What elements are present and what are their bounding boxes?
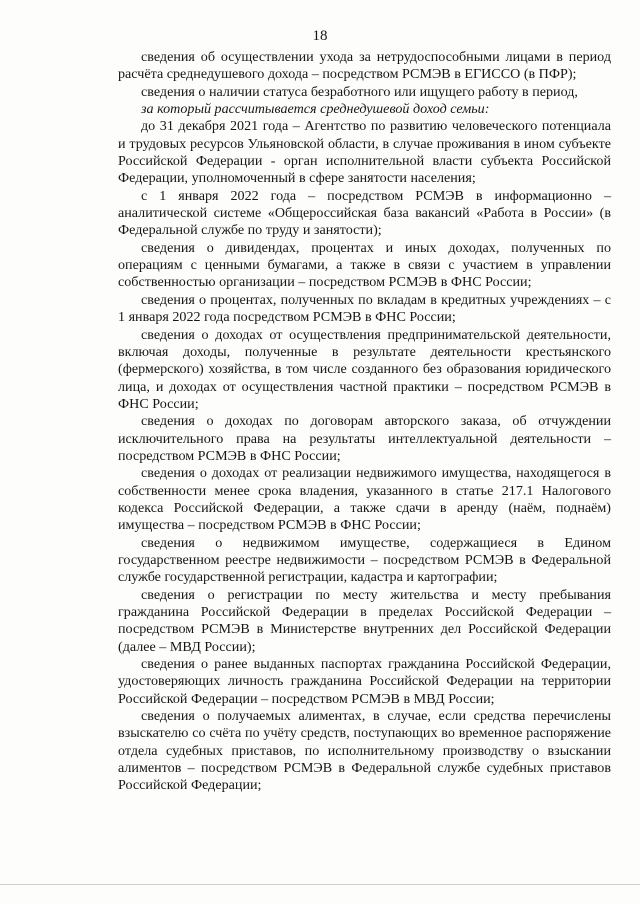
paragraph-until-2021: до 31 декабря 2021 года – Агентство по развитию человеческого потенциала и трудовых ресурсов Ульяновской области, в случае проживания в ином субъекте Российской Федерации - орган исполнительной власти субъекта Российской Федерации, уполномоченный в сфере занятости населения;: [118, 118, 611, 187]
paragraph-residence-registration: сведения о регистрации по месту жительства и месту пребывания гражданина Российской Федерации в пределах Российской Федерации – посредством РСМЭВ в Министерстве внутренних дел Российской Федерации (далее – МВД России);: [118, 586, 611, 655]
paragraph-income-period-note: за который рассчитывается среднедушевой доход семьи:: [141, 101, 490, 118]
paragraph-from-2022: с 1 января 2022 года – посредством РСМЭВ в информационно – аналитической системе «Общероссийская база вакансий «Работа в России» (в Федеральной службе по труду и занятости);: [118, 187, 611, 239]
paragraph-care-info: сведения об осуществлении ухода за нетрудоспособными лицами в период расчёта среднедушевого дохода – посредством РСМЭВ в ЕГИССО (в ПФР);: [118, 49, 611, 83]
paragraph-deposit-interest: сведения о процентах, полученных по вкладам в кредитных учреждениях – с 1 января 2022 года посредством РСМЭВ в ФНС России;: [118, 291, 611, 326]
paragraph-unemployment-status: сведения о наличии статуса безработного или ищущего работу в период,: [141, 83, 578, 100]
paragraph-alimony: сведения о получаемых алиментах, в случае, если средства перечислены взыскателю со счёта по учёту средств, поступающих во временное распоряжение отдела судебных приставов, по исполнительному производству о взыскании алиментов – посредством РСМЭВ в Федеральной службе судебных приставов Российской Федерации;: [118, 708, 611, 794]
document-body: [118, 49, 611, 795]
page-number: 18: [312, 28, 328, 44]
page-bottom-edge: [0, 884, 640, 885]
paragraph-business-income: сведения о доходах от осуществления предпринимательской деятельности, включая доходы, полученные в результате деятельности крестьянского (фермерского) хозяйства, в том числе созданного без образования юридического лица, и доходах от осуществления частной практики – посредством РСМЭВ в ФНС России;: [118, 326, 611, 412]
paragraph-property-sale: сведения о доходах от реализации недвижимого имущества, находящегося в собственности менее срока владения, указанного в статье 217.1 Налогового кодекса Российской Федерации, а также сдачи в аренду (наём, поднаём) имущества – посредством РСМЭВ в ФНС России;: [118, 465, 611, 534]
paragraph-previous-passports: сведения о ранее выданных паспортах гражданина Российской Федерации, удостоверяющих личность гражданина Российской Федерации на территории Российской Федерации – посредством РСМЭВ в МВД России;: [118, 656, 611, 707]
paragraph-dividends: сведения о дивидендах, процентах и иных доходах, полученных по операциям с ценными бумагами, а также в связи с участием в управлении собственностью организации – посредством РСМЭВ в ФНС России;: [118, 239, 611, 291]
paragraph-real-estate-registry: сведения о недвижимом имуществе, содержащиеся в Едином государственном реестре недвижимости – посредством РСМЭВ в Федеральной службе государственной регистрации, кадастра и картографии;: [118, 534, 611, 586]
paragraph-author-contracts: сведения о доходах по договорам авторского заказа, об отчуждении исключительного права на результаты интеллектуальной деятельности – посредством РСМЭВ в ФНС России;: [118, 413, 611, 464]
